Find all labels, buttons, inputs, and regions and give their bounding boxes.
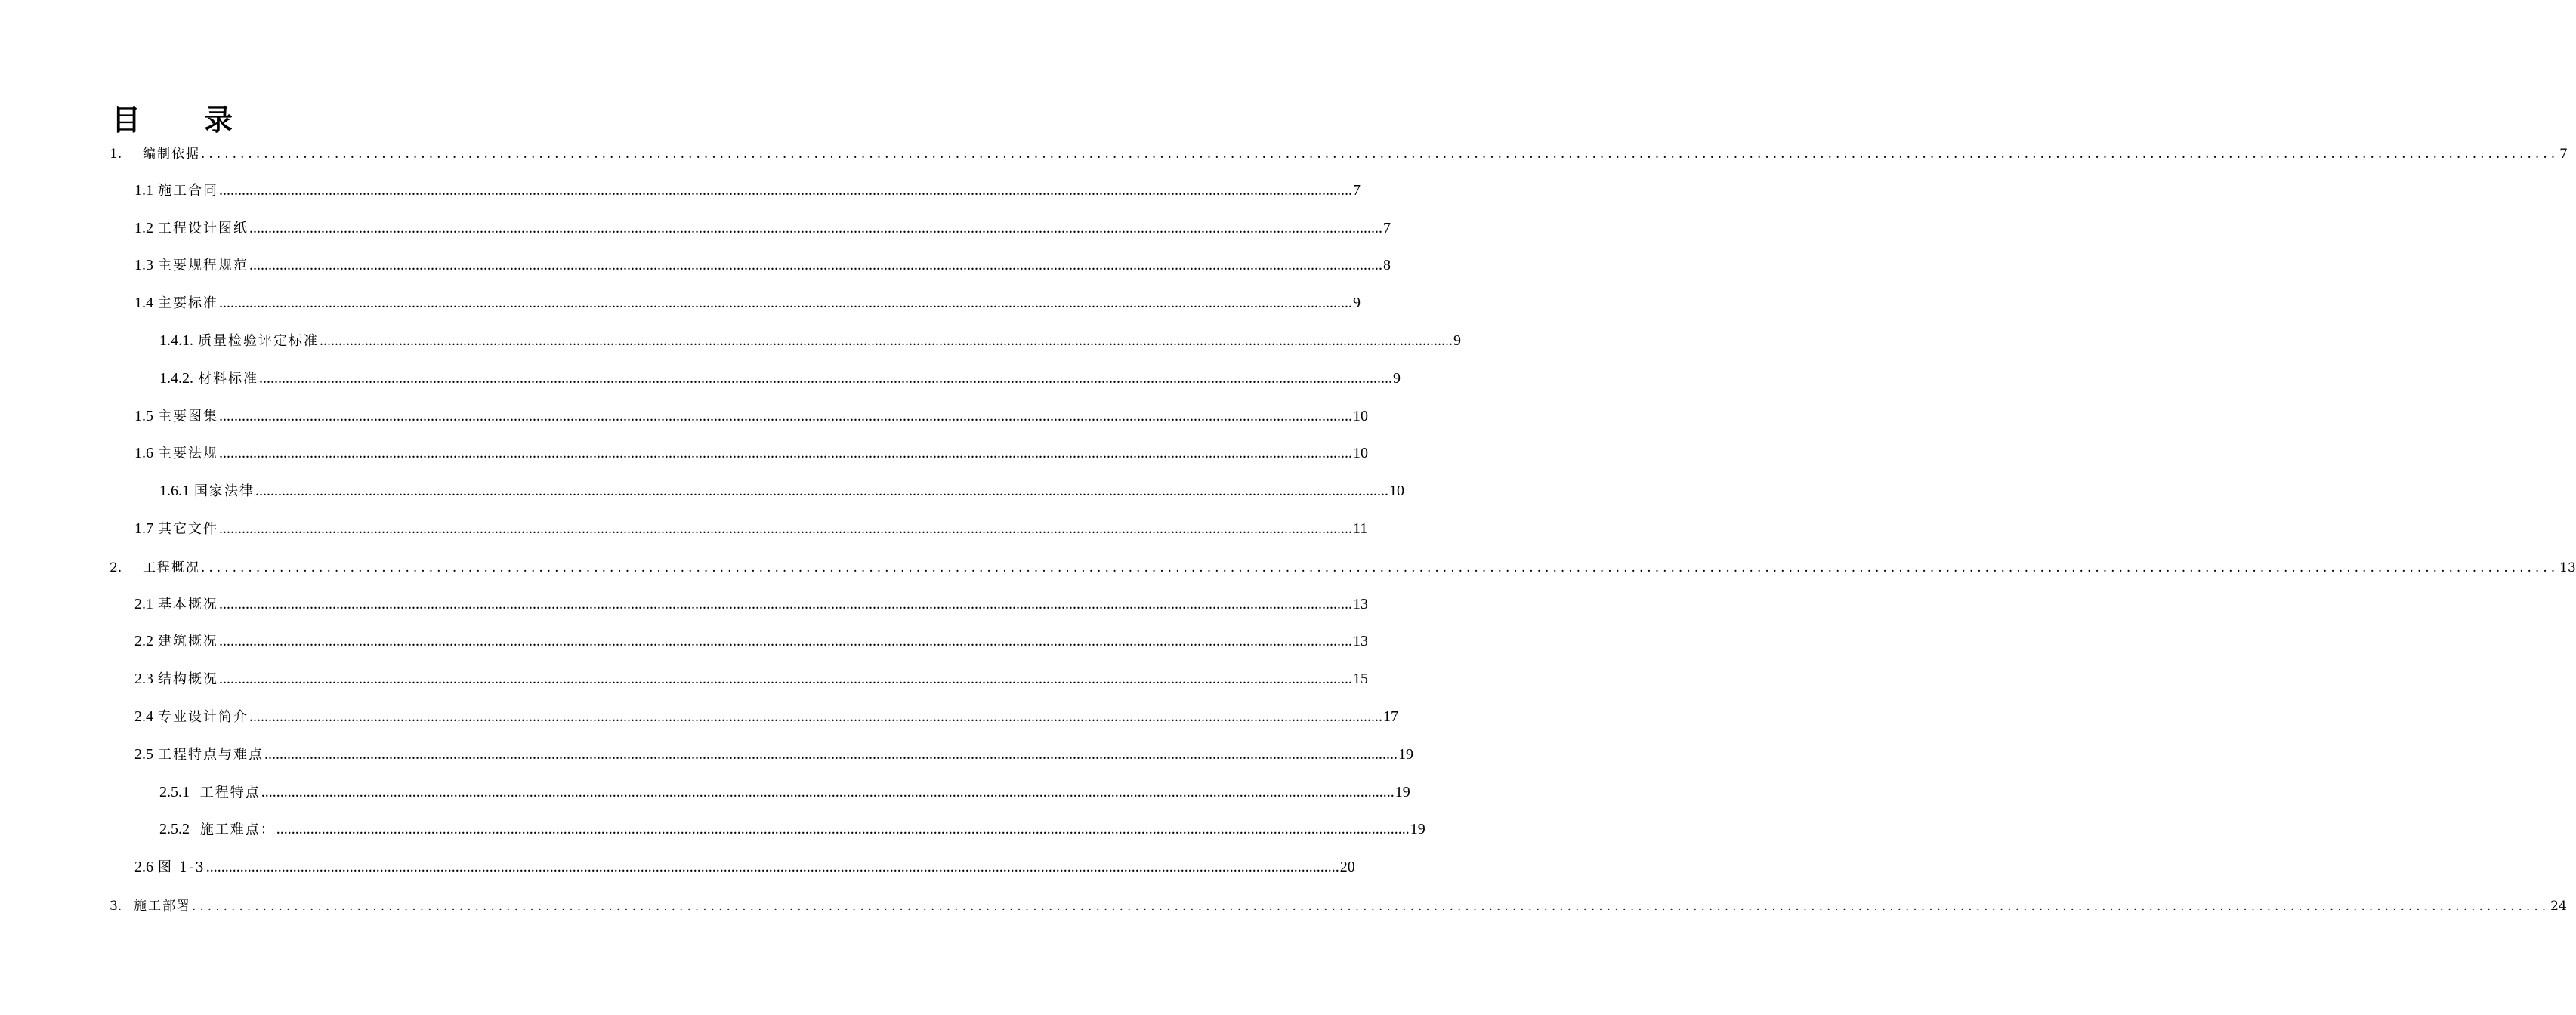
toc-entry-label [159,368,258,387]
toc-entry-number: 2.6 [134,859,153,875]
toc-entry-label [134,518,218,538]
toc-entry-page-number: 13 [1353,633,1368,649]
toc-entry[interactable] [110,140,2568,162]
toc-entry-page-number: 19 [1410,821,1425,838]
toc-entry-page-number: 9 [1353,295,1361,311]
toc-entry-page-number: 11 [1353,520,1368,537]
toc-leader-dots: ............................................................................................................................................................................................................................................................................................................ [219,671,1352,687]
toc-leader-dots: ............................................................................................................................................................................................................................................................................................................ [261,784,1395,801]
toc-entry[interactable] [134,441,1368,462]
toc-entry-number: 1.1 [134,182,153,199]
toc-entry-number: 1.5 [134,408,153,424]
toc-entry-page-number: 20 [1339,859,1355,875]
toc-entry[interactable] [134,404,1368,425]
toc-entry-text: 主要图集 [158,409,218,424]
toc-entry-page-number: 7 [2559,147,2568,162]
toc-title-char-2: 录 [204,103,233,137]
toc-entry-number: 2.5.1 [159,784,190,801]
toc-entry-label [134,668,218,688]
toc-entry[interactable] [134,705,1398,726]
toc-leader-dots: ............................................................................................................................................................................................................................................................................................................ [219,596,1352,612]
toc-leader-dots: ............................................................................................................................................................................................................................................................................................................ [320,332,1453,349]
toc-entry[interactable] [134,592,1368,613]
toc-leader-dots: ............................................................................................................................................................................................................................................................................................................ [219,182,1352,199]
toc-entry-page-number: 19 [1398,746,1413,763]
toc-entry-text: 结构概况 [158,671,218,687]
toc-leader-dots: ............................................................................................................................................................................................................................................................................................................ [249,220,1382,236]
toc-entry-text: 质量检验评定标准 [198,333,319,349]
toc-entry-number: 2.4 [134,708,153,725]
toc-leader-dots: ............................................................................................................................................................................................................................................................................................................ [259,370,1392,387]
toc-leader-dots: ............................................................................................................................................................................................................................................................................................................ [219,445,1352,461]
toc-leader-dots: ............................................................................................................................................................................................................................................................................................................ [255,483,1388,499]
toc-entry-label [134,218,249,237]
toc-leader-dots: ............................................................................................................................................................................................................................................................................................................ [219,408,1352,424]
toc-entry-number: 2.5 [134,746,153,763]
toc-entry[interactable] [134,253,1391,274]
toc-entry-page-number: 13 [2559,560,2576,575]
toc-leader-dots: ............................................................................................................................................................................................................................................................................................................ [249,257,1382,273]
toc-entry-label [159,819,276,838]
toc-entry-number: 1. [110,147,122,162]
toc-entry-page-number: 7 [1353,182,1361,199]
toc-leader-dots: ............................................................................................................................................................................................................................................................................................................ [219,520,1352,537]
toc-entry-label [134,292,218,312]
toc-entry-page-number: 9 [1393,370,1401,387]
toc-entry-text: 工程特点 [194,785,261,801]
toc-entry-text: 基本概况 [158,597,218,612]
toc-entry-label [134,856,205,876]
toc-entry-number: 1.4.1. [159,332,193,349]
toc-leader-dots: ............................................................................................................................................................................................................................................................................................................ [201,560,2559,575]
toc-entry-page-number: 17 [1383,708,1398,725]
toc-entry[interactable] [134,216,1391,237]
toc-entry-label [110,895,191,914]
toc-entry-label [134,631,218,650]
toc-entry[interactable] [159,780,1410,801]
toc-leader-dots: ............................................................................................................................................................................................................................................................................................................ [264,746,1398,763]
toc-entry[interactable] [110,893,2567,914]
toc-entry-label [134,706,249,726]
toc-entry-page-number: 9 [1453,332,1461,349]
toc-title-char-1: 目 [112,103,141,137]
toc-entry-label [134,180,218,199]
toc-entry-text: 施工合同 [158,183,218,199]
toc-entry-text: 建筑概况 [158,634,218,649]
toc-entry-label [159,480,255,500]
toc-leader-dots: ............................................................................................................................................................................................................................................................................................................ [205,859,1339,875]
toc-entry[interactable] [159,366,1401,387]
toc-entry[interactable] [159,329,1461,350]
toc-entry[interactable] [134,667,1368,688]
toc-entry-page-number: 7 [1383,220,1391,236]
toc-leader-dots: ............................................................................................................................................................................................................................................................................................................ [219,295,1352,311]
toc-leader-dots: ............................................................................................................................................................................................................................................................................................................ [192,899,2550,914]
toc-entry[interactable] [134,291,1361,312]
toc-entry-text: 工程概况 [143,560,200,575]
toc-leader-dots: ............................................................................................................................................................................................................................................................................................................ [201,147,2559,162]
toc-entry-text: 编制依据 [143,147,200,162]
toc-entry-text: 主要标准 [158,295,218,311]
toc-entry[interactable] [134,855,1355,876]
toc-entry-text: 主要规程规范 [158,258,249,273]
toc-entry-page-number: 10 [1353,408,1368,424]
toc-entry[interactable] [159,479,1404,500]
toc-entry-label [134,443,218,462]
toc-entry-text: 其它文件 [158,521,218,537]
toc-entry-label [159,330,319,350]
toc-entry-page-number: 10 [1389,483,1404,499]
toc-entry-number: 1.7 [134,520,153,537]
toc-entry-number: 2.1 [134,596,153,612]
toc-entry-number: 2.3 [134,671,153,687]
toc-entry-text: 工程设计图纸 [158,221,249,236]
toc-entry-text: 主要法规 [158,446,218,461]
toc-entry-page-number: 15 [1353,671,1368,687]
toc-entry-text: 施工部署 [134,899,191,914]
toc-entry[interactable] [134,178,1361,199]
toc-entry-number: 1.6.1 [159,483,190,499]
toc-entry-number: 1.4.2. [159,370,193,387]
toc-entry[interactable] [134,517,1368,538]
toc-entry-number: 1.3 [134,257,153,273]
toc-entry-number: 3. [110,899,122,914]
toc-entry[interactable] [134,742,1413,764]
toc-entry-page-number: 10 [1353,445,1368,461]
toc-entry-text: 工程特点与难点 [158,747,264,763]
toc-entry-text: 国家法律 [194,483,255,499]
toc-entry-label [110,557,200,575]
toc-entry-page-number: 19 [1395,784,1410,801]
toc-leader-dots: ............................................................................................................................................................................................................................................................................................................ [219,633,1352,649]
toc-entry-text: 专业设计简介 [158,709,249,725]
toc-leader-dots: ............................................................................................................................................................................................................................................................................................................ [276,821,1410,838]
toc-entry-label [159,782,261,801]
toc-entry-page-number: 8 [1383,257,1391,273]
toc-entry-text: 图 1-3 [158,859,205,875]
toc-entry-number: 2. [110,560,122,575]
toc-entry-number: 2.5.2 [159,821,190,838]
toc-entry-label [134,744,264,764]
toc-leader-dots: ............................................................................................................................................................................................................................................................................................................ [249,708,1382,725]
toc-entry[interactable] [134,629,1368,650]
toc-entry-text: 施工难点： [194,822,276,838]
toc-entry-label [134,255,249,274]
toc-entry[interactable] [159,817,1425,838]
toc-entry-number: 1.2 [134,220,153,236]
toc-entry-number: 1.4 [134,295,153,311]
toc-entry-label [134,594,218,613]
toc-entry-text: 材料标准 [198,371,258,387]
toc-entry[interactable] [110,554,2576,575]
toc-entry-number: 2.2 [134,633,153,649]
toc-entry-label [134,406,218,425]
toc-entry-page-number: 24 [2550,899,2567,914]
toc-entry-number: 1.6 [134,445,153,461]
toc-entry-page-number: 13 [1353,596,1368,612]
toc-entry-label [110,143,200,162]
